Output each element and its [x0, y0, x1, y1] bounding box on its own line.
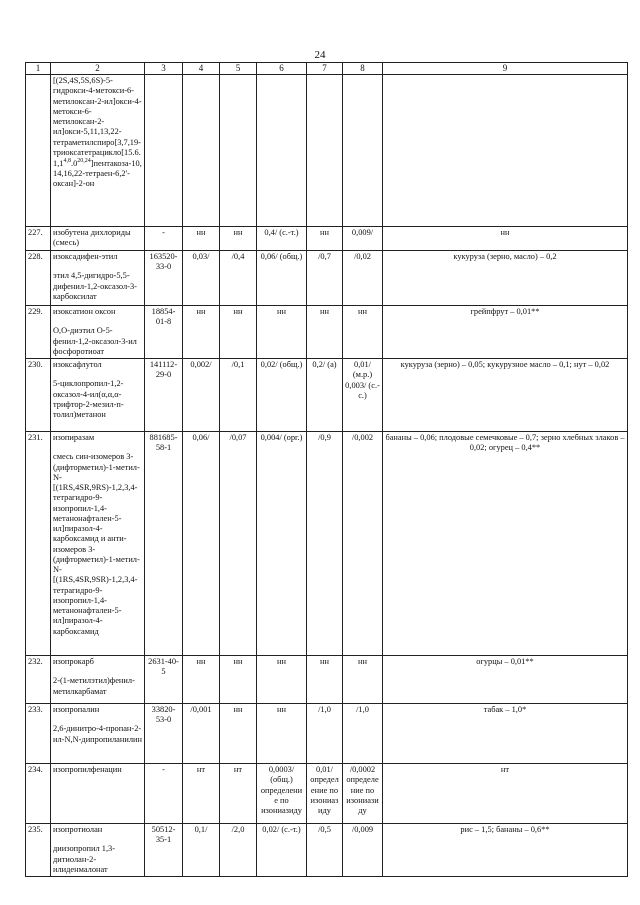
chemical-name: изопропалин: [53, 705, 100, 714]
cas-number: 18854-01-8: [145, 306, 183, 359]
chemical-name: изоксафлутол: [53, 360, 102, 369]
cas-number: 33820-53-0: [145, 704, 183, 764]
chemical-synonym: 5-циклопропил-1,2-оксазол-4-ил(α,α,α-трифтор-2-мезил-п-толил)метанон: [53, 379, 124, 419]
value-col8: /0,0002 определение по изониазиду: [343, 764, 383, 824]
row-number: 229.: [26, 306, 51, 359]
value-col8: /0,02: [343, 251, 383, 306]
row-number: 233.: [26, 704, 51, 764]
value-col4: 0,1/: [183, 824, 220, 877]
column-header: 8: [343, 63, 383, 75]
column-header: 7: [307, 63, 343, 75]
cas-number: 141112-29-0: [145, 359, 183, 432]
table-row: [26, 656, 628, 704]
chemical-synonym: 2,6-динитро-4-пропан-2-ил-N,N-дипропиланилин: [53, 724, 142, 744]
value-col8: /1,0: [343, 704, 383, 764]
row-number: 231.: [26, 432, 51, 656]
cas-number: 163520-33-0: [145, 251, 183, 306]
row-number: 235.: [26, 824, 51, 877]
value-col7: /0,9: [307, 432, 343, 656]
value-col6: 0,004/ (орг.): [257, 432, 307, 656]
value-col8: /0,002: [343, 432, 383, 656]
value-col8: /0,009: [343, 824, 383, 877]
value-col4: нт: [183, 764, 220, 824]
chemical-name: изопропилфенацин: [53, 765, 122, 774]
value-col4: нн: [183, 306, 220, 359]
table-row: [26, 359, 628, 432]
value-col7: нн: [307, 656, 343, 704]
cas-number: 881685-58-1: [145, 432, 183, 656]
table-row: [26, 432, 628, 656]
chemical-synonym: смесь син-изомеров 3-(дифторметил)-1-метил-N-[(1RS,4SR,9RS)-1,2,3,4-тетрагидро-9-изопропил-1,4-метанонафтален-5-ил]пиразол-4-карбоксамид и анти-изомеров 3-(дифторметил)-1-метил-N-[(1RS,4SR,9SR)-1,2,3,4-тетрагидро-9-изопропил-1,4-метанонафтален-5-ил]пиразол-4-карбоксамид: [53, 452, 140, 636]
value-col7: /0,7: [307, 251, 343, 306]
value-col7: нн: [307, 306, 343, 359]
value-col7: /1,0: [307, 704, 343, 764]
row-number: 228.: [26, 251, 51, 306]
row-number: 227.: [26, 227, 51, 251]
crop-limits: рис – 1,5; бананы – 0,6**: [383, 824, 628, 877]
chemical-name-cell: [51, 359, 145, 432]
table-row: [26, 704, 628, 764]
crop-limits: табак – 1,0*: [383, 704, 628, 764]
value-col6: нн: [257, 306, 307, 359]
value-col6: 0,4/ (с.-т.): [257, 227, 307, 251]
continued-chemical-name: [(2S,4S,5S,6S)-5-гидрокси-4-метокси-6-метилоксан-2-ил]окси-4-метокси-6-метилоксан-2-ил]окси-5,11,13,22-тетраметилспиро[3,7,19-триоксатетрацикло[15.6.1,1$^{4,8}$.0$^{20,24}$]пентакоза-10,14,16,22-тетраен-6,2'-оксан]-2-он: [51, 75, 145, 227]
chemical-name-cell: [51, 764, 145, 824]
table-row: [26, 306, 628, 359]
column-header: 4: [183, 63, 220, 75]
value-col8: нн: [343, 656, 383, 704]
chemical-name-cell: [51, 251, 145, 306]
value-col6: 0,02/ (с.-т.): [257, 824, 307, 877]
crop-limits: нт: [383, 764, 628, 824]
page-number: 24: [314, 49, 326, 61]
chemical-name: изобутена дихлориды (смесь): [53, 228, 131, 248]
cas-number: -: [145, 764, 183, 824]
value-col5: нн: [220, 306, 257, 359]
row-number: 230.: [26, 359, 51, 432]
chemical-name-cell: [51, 432, 145, 656]
table-row: [26, 824, 628, 877]
value-col5: нн: [220, 704, 257, 764]
table-row: [26, 764, 628, 824]
column-header: 9: [383, 63, 628, 75]
chemical-name-cell: [51, 306, 145, 359]
value-col5: нн: [220, 227, 257, 251]
value-col5: /0,4: [220, 251, 257, 306]
row-number: 234.: [26, 764, 51, 824]
continuation-row: [26, 75, 628, 227]
crop-limits: нн: [383, 227, 628, 251]
crop-limits: грейпфрут – 0,01**: [383, 306, 628, 359]
value-col7: нн: [307, 227, 343, 251]
value-col8: 0,01/ (м.р.) 0,003/ (с.-с.): [343, 359, 383, 432]
value-col5: нн: [220, 656, 257, 704]
row-number: 232.: [26, 656, 51, 704]
column-number-row: [26, 63, 628, 75]
value-col8: 0,009/: [343, 227, 383, 251]
chemical-name-cell: [51, 824, 145, 877]
value-col4: нн: [183, 227, 220, 251]
chemical-name-cell: [51, 704, 145, 764]
column-header: 5: [220, 63, 257, 75]
value-col5: нт: [220, 764, 257, 824]
cas-number: 50512-35-1: [145, 824, 183, 877]
value-col7: 0,01/ определение по изониазиду: [307, 764, 343, 824]
column-header: 1: [26, 63, 51, 75]
value-col6: нн: [257, 656, 307, 704]
value-col6: 0,02/ (общ.): [257, 359, 307, 432]
column-header: 6: [257, 63, 307, 75]
crop-limits: кукуруза (зерно) – 0,05; кукурузное масло – 0,1; нут – 0,02: [383, 359, 628, 432]
crop-limits: огурцы – 0,01**: [383, 656, 628, 704]
value-col4: /0,001: [183, 704, 220, 764]
residue-limits-table: [25, 62, 628, 877]
chemical-name: изопиразам: [53, 433, 95, 442]
column-header: 2: [51, 63, 145, 75]
value-col7: 0,2/ (а): [307, 359, 343, 432]
chemical-synonym: O,O-диэтил O-5-фенил-1,2-оксазол-3-ил фосфоротиоат: [53, 326, 137, 356]
value-col6: 0,06/ (общ.): [257, 251, 307, 306]
crop-limits: бананы – 0,06; плодовые семечковые – 0,7; зерно хлебных злаков – 0,02; огурец – 0,4**: [383, 432, 628, 656]
table-row: [26, 251, 628, 306]
value-col8: нн: [343, 306, 383, 359]
chemical-name: изопрокарб: [53, 657, 94, 666]
column-header: 3: [145, 63, 183, 75]
chemical-name-cell: [51, 227, 145, 251]
value-col4: 0,06/: [183, 432, 220, 656]
value-col7: /0,5: [307, 824, 343, 877]
value-col4: 0,002/: [183, 359, 220, 432]
value-col4: нн: [183, 656, 220, 704]
value-col5: /0,1: [220, 359, 257, 432]
cas-number: -: [145, 227, 183, 251]
chemical-name-cell: [51, 656, 145, 704]
table-row: [26, 227, 628, 251]
chemical-name: изоксадифен-этил: [53, 252, 118, 261]
chemical-synonym: 2-(1-метилэтил)фенил-метилкарбамат: [53, 676, 135, 696]
value-col6: нн: [257, 704, 307, 764]
chemical-name: изоксатион оксон: [53, 307, 116, 316]
value-col5: /2,0: [220, 824, 257, 877]
value-col6: 0,0003/ (общ.) определение по изониазиду: [257, 764, 307, 824]
chemical-name: изопротиолан: [53, 825, 103, 834]
chemical-synonym: диизопропил 1,3-дитиолан-2-илиденмалонат: [53, 844, 116, 874]
crop-limits: кукуруза (зерно, масло) – 0,2: [383, 251, 628, 306]
cas-number: 2631-40-5: [145, 656, 183, 704]
value-col4: 0,03/: [183, 251, 220, 306]
chemical-synonym: этил 4,5-дигидро-5,5-дифенил-1,2-оксазол-3-карбоксилат: [53, 271, 137, 301]
value-col5: /0,07: [220, 432, 257, 656]
